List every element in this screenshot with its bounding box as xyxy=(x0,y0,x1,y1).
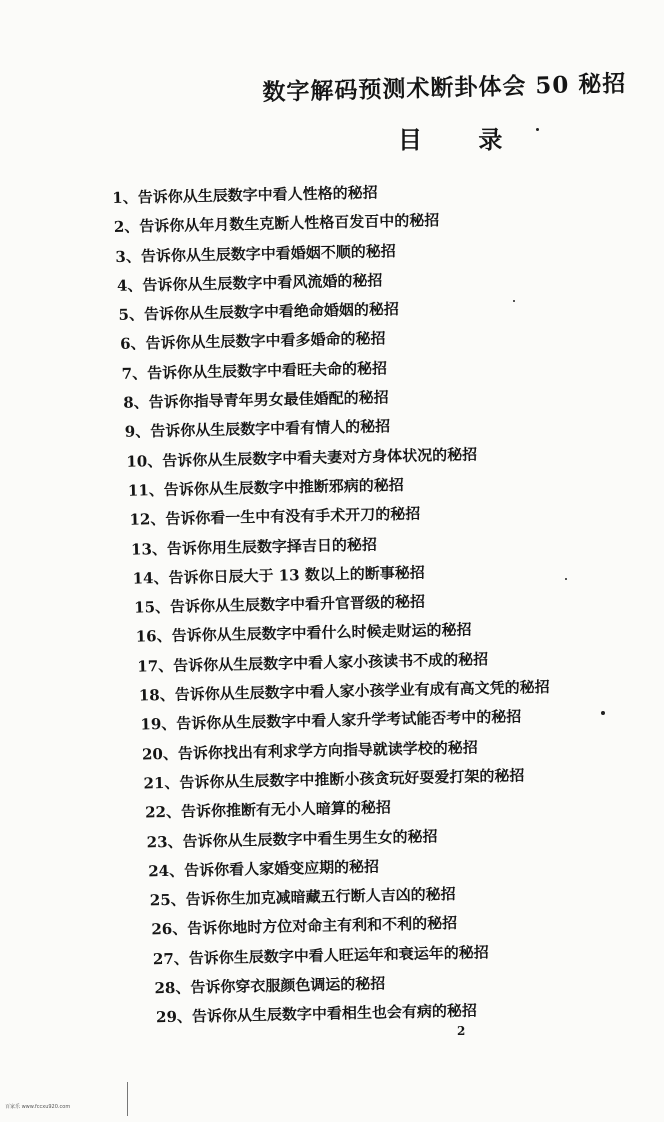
toc-entry-text: 告诉你从生辰数字中看人家升学考试能否考中的秘招 xyxy=(176,707,522,734)
toc-entry-text: 告诉你从生辰数字中看什么时候走财运的秘招 xyxy=(171,621,472,646)
toc-entry-number: 15、 xyxy=(133,598,171,617)
toc-entry-number: 12、 xyxy=(129,510,166,529)
toc-entry-text: 告诉你从年月数生克断人性格百发百中的秘招 xyxy=(139,211,440,236)
toc-entry-text: 告诉你从生辰数字中看升官晋级的秘招 xyxy=(169,592,426,617)
toc-entry-number: 21、 xyxy=(143,773,180,793)
toc-entry-text: 告诉你看人家婚变应期的秘招 xyxy=(183,857,380,880)
toc-entry-text: 告诉你穿衣服颜色调运的秘招 xyxy=(190,974,386,997)
toc-entry-text: 告诉你从生辰数字中推断邪病的秘招 xyxy=(163,475,404,499)
toc-entry-text: 告诉你生辰数字中看人旺运年和衰运年的秘招 xyxy=(188,942,489,968)
toc-entry-text: 告诉你找出有利求学方向指导就读学校的秘招 xyxy=(177,738,478,763)
scan-speck xyxy=(513,300,515,302)
toc-entry-text: 告诉你生加克减暗藏五行断人吉凶的秘招 xyxy=(185,885,456,909)
footer-watermark: 百家乐 www.fccxu920.com xyxy=(5,1104,71,1110)
toc-entry-text: 告诉你从生辰数字中看旺夫命的秘招 xyxy=(146,359,388,383)
toc-entry-number: 19、 xyxy=(140,715,177,734)
toc-entry-number: 13、 xyxy=(130,539,168,559)
toc-entry-text: 告诉你从生辰数字中推断小孩贪玩好耍爱打架的秘招 xyxy=(179,766,525,792)
page-number: 2 xyxy=(457,1024,466,1038)
scan-speck xyxy=(601,711,605,715)
toc-entry-text: 告诉你地时方位对命主有利和不利的秘招 xyxy=(187,914,458,939)
toc-entry-number: 1、 xyxy=(112,188,138,207)
toc-entry-number: 18、 xyxy=(138,685,175,705)
toc-entry-text: 告诉你推断有无小人暗算的秘招 xyxy=(180,798,392,821)
toc-entry-number: 11、 xyxy=(127,480,164,500)
toc-entry-text: 告诉你从生辰数字中看婚姻不顺的秘招 xyxy=(140,241,396,266)
toc-entry-number: 9、 xyxy=(124,422,151,442)
toc-entry-text: 告诉你看一生中有没有手术开刀的秘招 xyxy=(165,504,421,529)
toc-entry-number: 8、 xyxy=(123,393,149,412)
toc-entry-text: 告诉你从生辰数字中看多婚命的秘招 xyxy=(145,329,386,353)
toc-entry-text: 告诉你从生辰数字中看风流婚的秘招 xyxy=(142,271,383,295)
toc-entry-text: 告诉你指导青年男女最佳婚配的秘招 xyxy=(148,388,389,412)
toc-entry-number: 27、 xyxy=(152,949,189,969)
toc-entry-number: 16、 xyxy=(135,627,172,647)
toc-entry-number: 2、 xyxy=(113,217,140,237)
toc-entry-number: 3、 xyxy=(115,247,142,266)
table-of-contents-heading: 目 录 xyxy=(398,125,527,154)
toc-entry-text: 告诉你从生辰数字中看绝命婚姻的秘招 xyxy=(143,300,400,324)
toc-entry-number: 5、 xyxy=(118,305,145,325)
document-title: 数字解码预测术断卦体会 50 秘招 xyxy=(262,70,627,106)
toc-entry-number: 6、 xyxy=(119,334,146,354)
toc-entry-text: 告诉你用生辰数字择吉日的秘招 xyxy=(166,535,378,558)
toc-entry-number: 25、 xyxy=(149,890,186,910)
toc-entry-number: 7、 xyxy=(121,364,148,383)
toc-entry-number: 17、 xyxy=(137,656,174,676)
toc-entry-text: 告诉你日辰大于 13 数以上的断事秘招 xyxy=(168,563,425,587)
toc-entry-number: 29、 xyxy=(155,1007,193,1027)
toc-entry-text: 告诉你从生辰数字中看夫妻对方身体状况的秘招 xyxy=(162,445,478,470)
toc-entry-number: 10、 xyxy=(126,451,163,471)
toc-entry-number: 22、 xyxy=(144,802,182,822)
toc-entry-text: 告诉你从生辰数字中看有情人的秘招 xyxy=(150,417,391,441)
scan-mark xyxy=(127,1082,128,1116)
toc-entry-text: 告诉你从生辰数字中看人家小孩学业有成有高文凭的秘招 xyxy=(174,677,550,704)
scan-speck xyxy=(565,578,567,580)
toc-entry-text: 告诉你从生辰数字中看人性格的秘招 xyxy=(137,183,378,207)
toc-entry-text: 告诉你从生辰数字中看人家小孩读书不成的秘招 xyxy=(172,649,489,675)
toc-entry-number: 20、 xyxy=(141,744,179,764)
toc-entry-number: 24、 xyxy=(148,861,185,881)
table-of-contents-list xyxy=(112,173,664,1026)
scan-speck xyxy=(536,128,539,131)
toc-entry-number: 23、 xyxy=(146,832,183,851)
toc-entry-text: 告诉你从生辰数字中看生男生女的秘招 xyxy=(182,826,438,851)
toc-entry-number: 14、 xyxy=(132,568,169,588)
toc-entry-number: 4、 xyxy=(116,276,143,295)
toc-entry-number: 26、 xyxy=(151,920,188,939)
toc-entry-text: 告诉你从生辰数字中看相生也会有病的秘招 xyxy=(191,1001,478,1026)
toc-entry-number: 28、 xyxy=(154,978,191,998)
